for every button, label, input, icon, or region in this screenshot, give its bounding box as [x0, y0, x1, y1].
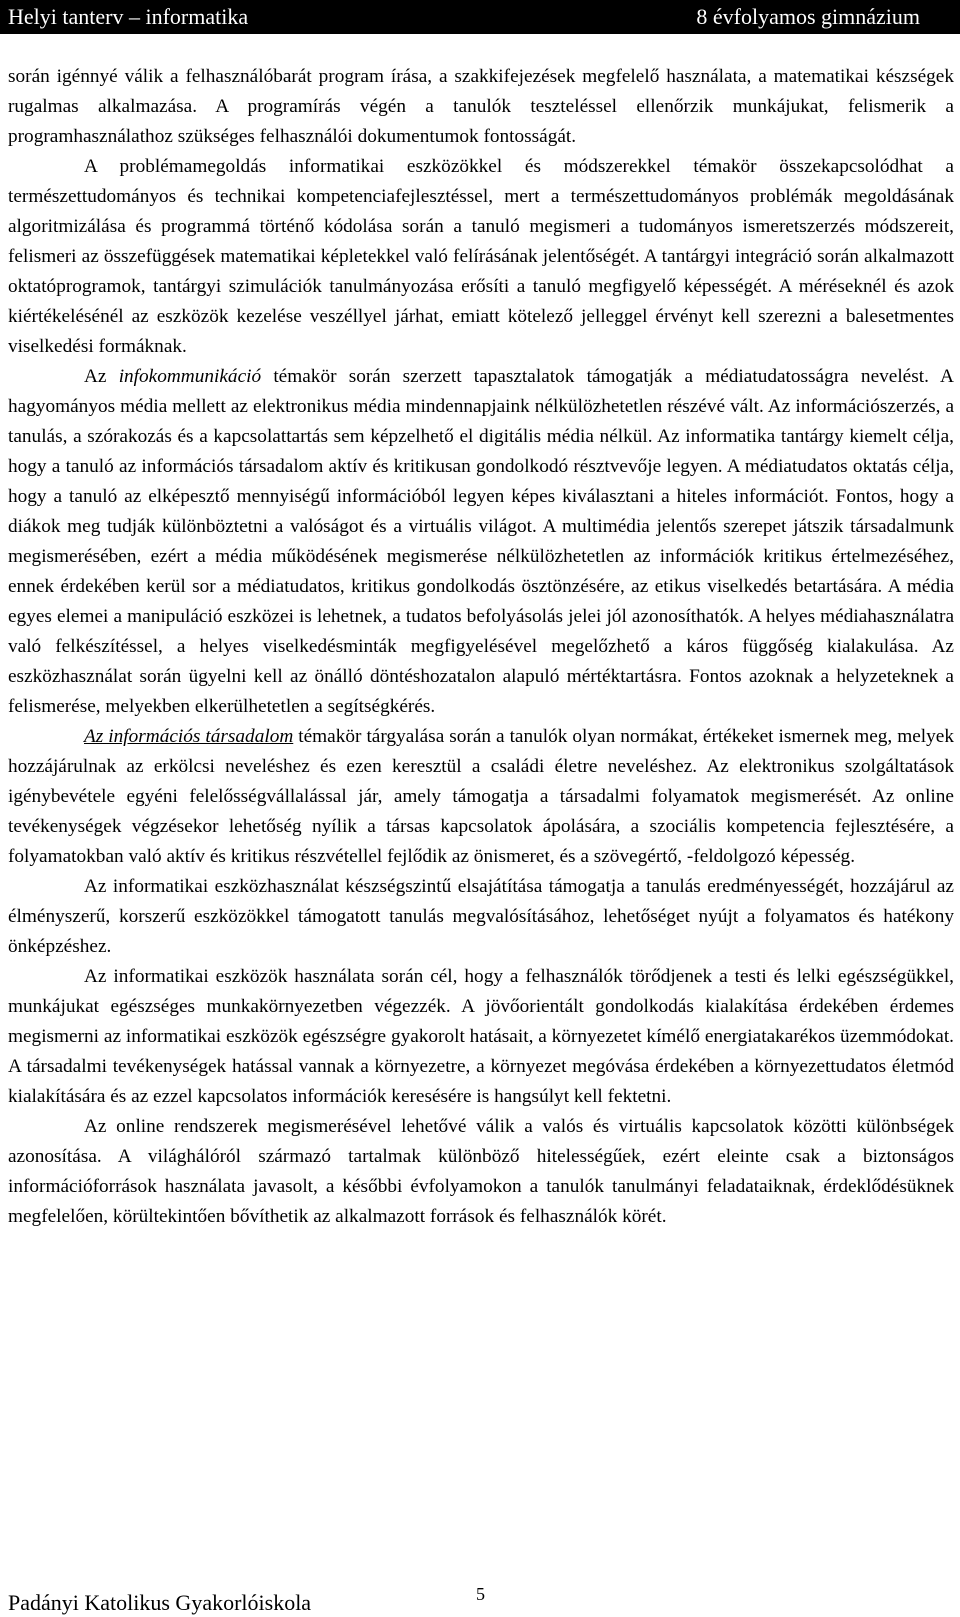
document-body [8, 62, 954, 1232]
paragraph-3-emphasis: infokommunikáció [118, 366, 262, 387]
paragraph-4 [8, 722, 954, 872]
paragraph-6: Az informatikai eszközök használata során cél, hogy a felhasználók törődjenek a testi és lelki egészségükkel, munkájukat egészséges munkakörnyezetben végezzék. A jövőorientált gondolkodás kialakítása érdekében érdemes megismerni az informatikai eszközök egészségre gyakorolt hatásait, a környezetet kímélő energiatakarékos üzemmódokat. A társadalmi tevékenységek hatással vannak a környezetre, a környezet megóvása érdekében a környezettudatos életmód kialakítására és az ezzel kapcsolatos információk keresésére is hangsúlyt kell fektetni. [8, 966, 954, 1107]
paragraph-2: A problémamegoldás informatikai eszközökkel és módszerekkel témakör összekapcsolódhat a természettudományos és technikai kompetenciafejlesztéssel, mert a természettudományos problémák megoldásának algoritmizálása és programmá történő kódolása során a tanuló megismeri a tudományos ismeretszerzés módszereit, felismeri az összefüggések matematikai képletekkel való felírásának jelentőségét. A tantárgyi integráció során alkalmazott oktatóprogramok, tantárgyi szimulációk tanulmányozása erősíti a tanuló megfigyelő képességét. A méréseknél és azok kiértékelésénél az eszközök kezelése veszéllyel járhat, emiatt kötelező jelleggel érvényt kell szerezni a balesetmentes viselkedési formáknak. [8, 156, 954, 357]
page-number: 5 [476, 1584, 485, 1604]
paragraph-3-text: témakör során szerzett tapasztalatok támogatják a médiatudatosságra nevelést. A hagyományos média mellett az elektronikus média mindennapjaink nélkülözhetetlen részévé vált. Az információszerzés, a tanulás, a szórakozás és a kapcsolattartás sem képzelhető el digitális média nélkül. Az informatika tantárgy kiemelt célja, hogy a tanuló az információs társadalom aktív és kritikusan gondolkodó résztvevője legyen. A médiatudatos oktatás célja, hogy a tanuló az elképesztő mennyiségű információból legyen képes kiválasztani a hiteles információt. Fontos, hogy a diákok meg tudják különböztetni a valóságot és a virtuális világot. A multimédia jelentős szerepet játszik társadalmunk megismerésében, ezért a média működésének megismerése nélkülözhetetlen az információk kritikus értelmezéséhez, ennek érdekében kerül sor a médiatudatos, kritikus gondolkodás ösztönzésére, az etikus viselkedés betartására. A média egyes elemei a manipuláció eszközei is lehetnek, a tudatos befolyásolás jelei jól azonosíthatók. A helyes médiahasználatra való felkészítéssel, a helyes viselkedésminták megfigyelésével megelőzhető a káros függőség kialakulása. Az eszközhasználat során ügyelni kell az önálló döntéshozatalon alapuló mértéktartásra. Fontos azoknak a helyzeteknek a felismerése, melyekben elkerülhetetlen a segítségkérés. [8, 366, 954, 717]
paragraph-4-text: témakör tárgyalása során a tanulók olyan normákat, értékeket ismernek meg, melyek hozzájárulnak az erkölcsi neveléshez és ezen keresztül a családi életre neveléshez. Az elektronikus szolgáltatások igénybevétele egyéni felelősségvállalással jár, amely támogatja a társadalmi folyamatok megismerését. Az online tevékenységek végzésekor lehetőség nyílik a társas kapcsolatok ápolására, a szociális kompetencia fejlesztésére, a folyamatokban való aktív és kritikus részvétellel fejlődik az önismeret, és a szövegértő, -feldolgozó képesség. [8, 726, 954, 867]
page-header [0, 0, 960, 34]
paragraph-3 [8, 362, 954, 722]
paragraph-4-emphasis: Az információs társadalom [84, 726, 294, 747]
header-document-title: Helyi tanterv – informatika [8, 4, 249, 29]
page-footer [8, 1584, 948, 1617]
paragraph-5: Az informatikai eszközhasználat készségszintű elsajátítása támogatja a tanulás eredményességét, hozzájárul az élményszerű, korszerű eszközökkel támogatott tanulás megvalósításához, lehetőséget nyújt a folyamatos és hatékony önképzéshez. [8, 876, 954, 957]
paragraph-3-lead: Az [84, 366, 119, 387]
paragraph-7: Az online rendszerek megismerésével lehetővé válik a valós és virtuális kapcsolatok közötti különbségek azonosítása. A világhálóról származó tartalmak különböző hitelességűek, ezért eleinte csak a biztonságos információforrások használata javasolt, a későbbi évfolyamokon a tanulók tanulmányi feladataiknak, érdeklődésüknek megfelelően, körültekintően bővíthetik az alkalmazott források és felhasználók körét. [8, 1116, 954, 1227]
footer-school-name: Padányi Katolikus Gyakorlóiskola [8, 1590, 312, 1615]
paragraph-1: során igénnyé válik a felhasználóbarát program írása, a szakkifejezések megfelelő használata, a matematikai készségek rugalmas alkalmazása. A programírás végén a tanulók teszteléssel ellenőrzik munkájukat, felismerik a programhasználathoz szükséges felhasználói dokumentumok fontosságát. [8, 66, 954, 147]
header-school-type: 8 évfolyamos gimnázium [696, 4, 920, 29]
